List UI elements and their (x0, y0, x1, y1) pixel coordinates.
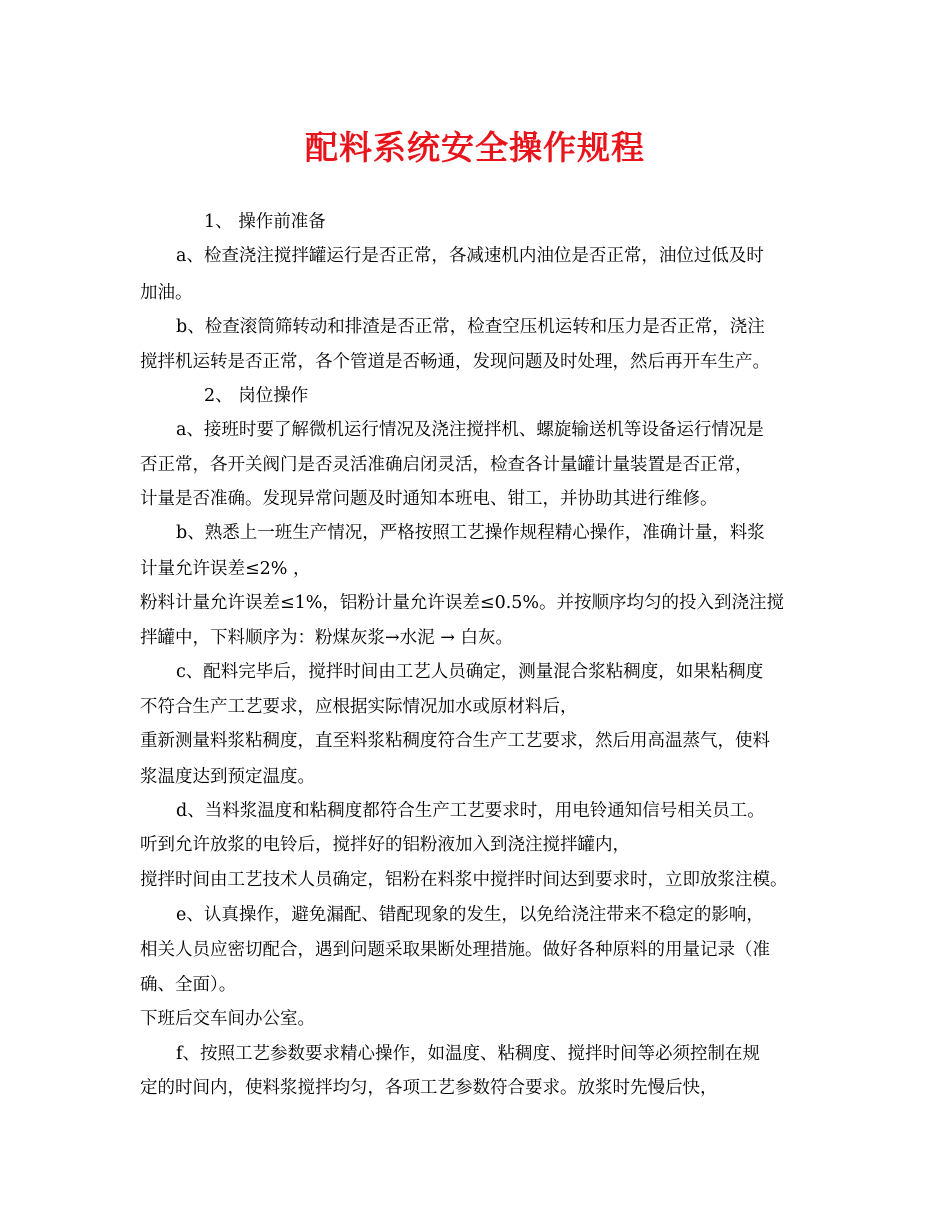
paragraph-line: 搅拌时间由工艺技术人员确定，铝粉在料浆中搅拌时间达到要求时，立即放浆注模。 (140, 870, 788, 890)
paragraph-line: 重新测量料浆粘稠度，直至料浆粘稠度符合生产工艺要求，然后用高温蒸气，使料 (140, 731, 770, 751)
paragraph-line: a、检查浇注搅拌罐运行是否正常，各减速机内油位是否正常，油位过低及时 (176, 246, 764, 266)
paragraph-line: 不符合生产工艺要求，应根据实际情况加水或原材料后， (140, 697, 578, 717)
paragraph-line: c、配料完毕后，搅拌时间由工艺人员确定，测量混合浆粘稠度，如果粘稠度 (176, 662, 764, 682)
paragraph-line: 拌罐中，下料顺序为：粉煤灰浆→水泥 → 白灰。 (140, 628, 513, 648)
paragraph-line: b、熟悉上一班生产情况，严格按照工艺操作规程精心操作，准确计量，料浆 (176, 523, 765, 543)
paragraph-line: 下班后交车间办公室。 (140, 1009, 315, 1029)
paragraph-line: 确、全面）。 (140, 975, 237, 995)
paragraph-line: 浆温度达到预定温度。 (140, 767, 315, 787)
paragraph-line: 搅拌机运转是否正常，各个管道是否畅通，发现问题及时处理，然后再开车生产。 (140, 352, 770, 372)
paragraph-line: 计量是否准确。发现异常问题及时通知本班电、钳工，并协助其进行维修。 (140, 489, 718, 509)
paragraph-line: 粉料计量允许误差≤1%，铝粉计量允许误差≤0.5%。并按顺序均匀的投入到浇注搅 (140, 593, 785, 613)
paragraph-line: 加油。 (140, 283, 193, 303)
section-heading-1: 1、 操作前准备 (204, 212, 326, 232)
paragraph-line: d、当料浆温度和粘稠度都符合生产工艺要求时，用电铃通知信号相关员工。 (176, 801, 765, 821)
section-heading-2: 2、 岗位操作 (204, 386, 309, 406)
paragraph-line: a、接班时要了解微机运行情况及浇注搅拌机、螺旋输送机等设备运行情况是 (176, 420, 764, 440)
paragraph-line: 听到允许放浆的电铃后，搅拌好的铝粉液加入到浇注搅拌罐内， (140, 835, 630, 855)
paragraph-line: 计量允许误差≤2% ， (140, 559, 311, 579)
paragraph-line: e、认真操作，避免漏配、错配现象的发生，以免给浇注带来不稳定的影响， (176, 905, 764, 925)
paragraph-line: 定的时间内，使料浆搅拌均匀，各项工艺参数符合要求。放浆时先慢后快， (140, 1078, 718, 1098)
paragraph-line: 否正常，各开关阀门是否灵活准确启闭灵活，检查各计量罐计量装置是否正常， (140, 455, 753, 475)
page-title: 配料系统安全操作规程 (305, 128, 645, 167)
paragraph-line: b、检查滚筒筛转动和排渣是否正常，检查空压机运转和压力是否正常，浇注 (176, 317, 765, 337)
paragraph-line: f、按照工艺参数要求精心操作，如温度、粘稠度、搅拌时间等必须控制在规 (176, 1044, 760, 1064)
paragraph-line: 相关人员应密切配合，遇到问题采取果断处理措施。做好各种原料的用量记录（准 (140, 940, 770, 960)
